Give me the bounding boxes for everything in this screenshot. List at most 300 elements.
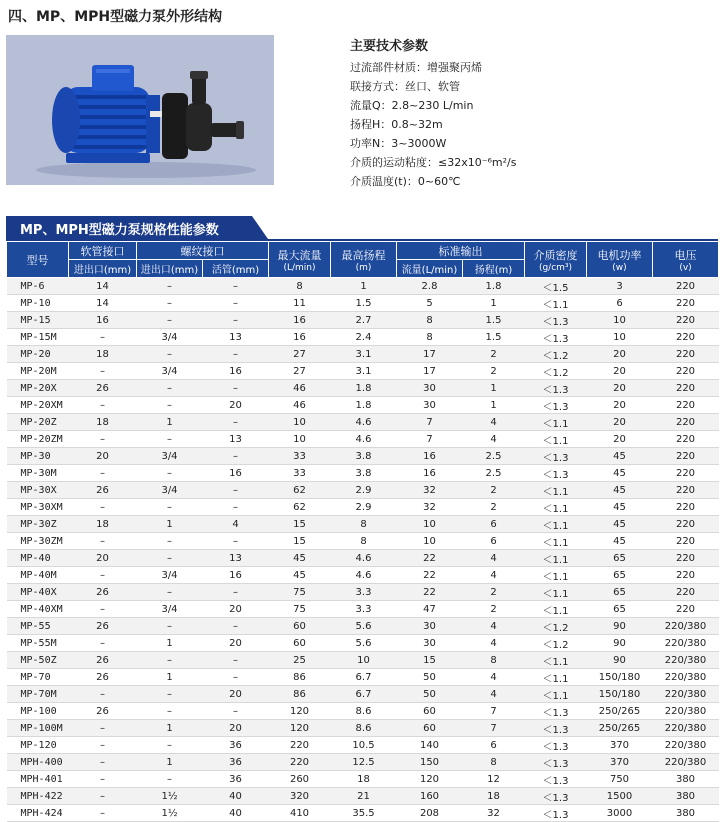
cell-std-flow: 60	[397, 703, 463, 720]
cell-power: 150/180	[587, 686, 653, 703]
cell-std-head: 2.5	[463, 448, 525, 465]
cell-hose: –	[69, 686, 137, 703]
header-voltage-label: 电压	[674, 248, 697, 262]
cell-voltage: 220	[653, 380, 719, 397]
cell-std-head: 1.5	[463, 329, 525, 346]
cell-max-flow: 45	[269, 550, 331, 567]
table-row	[7, 737, 719, 754]
cell-density: ＜1.1	[525, 482, 587, 499]
cell-voltage: 220/380	[653, 703, 719, 720]
cell-power: 65	[587, 601, 653, 618]
cell-power: 65	[587, 550, 653, 567]
cell-max-head: 2.4	[331, 329, 397, 346]
cell-max-head: 2.7	[331, 312, 397, 329]
cell-max-flow: 60	[269, 635, 331, 652]
cell-thread-live: 16	[203, 465, 269, 482]
header-hose: 软管接口	[69, 242, 137, 260]
cell-max-head: 8	[331, 516, 397, 533]
cell-model: MP-55	[7, 618, 69, 635]
header-power-label: 电机功率	[597, 248, 642, 262]
cell-voltage: 220	[653, 295, 719, 312]
cell-max-flow: 46	[269, 380, 331, 397]
cell-power: 1500	[587, 788, 653, 805]
cell-thread-live: 16	[203, 363, 269, 380]
header-head-label: 最高扬程	[341, 248, 386, 262]
cell-thread-in: –	[137, 346, 203, 363]
cell-thread-in: 3/4	[137, 601, 203, 618]
cell-thread-in: 1	[137, 720, 203, 737]
cell-model: MPH-422	[7, 788, 69, 805]
cell-std-flow: 2.8	[397, 278, 463, 295]
cell-std-flow: 17	[397, 363, 463, 380]
cell-max-flow: 46	[269, 397, 331, 414]
cell-std-flow: 120	[397, 771, 463, 788]
cell-max-head: 4.6	[331, 567, 397, 584]
cell-density: ＜1.1	[525, 550, 587, 567]
table-row	[7, 669, 719, 686]
parameter-line: 功率N：3~3000W	[350, 137, 447, 150]
cell-power: 6	[587, 295, 653, 312]
cell-std-head: 4	[463, 686, 525, 703]
cell-max-flow: 60	[269, 618, 331, 635]
table-row	[7, 295, 719, 312]
cell-density: ＜1.1	[525, 516, 587, 533]
cell-max-head: 2.9	[331, 482, 397, 499]
cell-density: ＜1.3	[525, 397, 587, 414]
cell-density: ＜1.3	[525, 312, 587, 329]
cell-thread-live: –	[203, 295, 269, 312]
cell-density: ＜1.2	[525, 618, 587, 635]
cell-thread-live: –	[203, 482, 269, 499]
cell-std-flow: 22	[397, 567, 463, 584]
cell-max-flow: 410	[269, 805, 331, 822]
cell-power: 20	[587, 380, 653, 397]
cell-thread-in: 1	[137, 516, 203, 533]
cell-hose: 18	[69, 516, 137, 533]
cell-hose: –	[69, 533, 137, 550]
cell-max-flow: 120	[269, 720, 331, 737]
cell-max-flow: 220	[269, 754, 331, 771]
table-row	[7, 346, 719, 363]
cell-thread-live: –	[203, 448, 269, 465]
cell-density: ＜1.1	[525, 533, 587, 550]
cell-thread-in: 3/4	[137, 567, 203, 584]
cell-thread-in: –	[137, 312, 203, 329]
section-banner	[6, 216, 268, 239]
cell-voltage: 220	[653, 499, 719, 516]
cell-density: ＜1.3	[525, 754, 587, 771]
table-row	[7, 329, 719, 346]
cell-power: 20	[587, 431, 653, 448]
table-row	[7, 652, 719, 669]
cell-thread-in: 3/4	[137, 482, 203, 499]
cell-model: MPH-400	[7, 754, 69, 771]
cell-density: ＜1.3	[525, 465, 587, 482]
parameter-line: 介质温度(t)：0~60℃	[350, 175, 461, 188]
table-row	[7, 703, 719, 720]
header-head	[331, 242, 397, 278]
cell-std-head: 4	[463, 669, 525, 686]
cell-std-head: 7	[463, 720, 525, 737]
cell-thread-in: –	[137, 771, 203, 788]
cell-thread-live: 20	[203, 720, 269, 737]
cell-thread-live: 13	[203, 329, 269, 346]
cell-power: 3	[587, 278, 653, 295]
cell-std-head: 7	[463, 703, 525, 720]
cell-std-head: 4	[463, 635, 525, 652]
cell-max-head: 1	[331, 278, 397, 295]
cell-hose: –	[69, 465, 137, 482]
cell-max-flow: 10	[269, 414, 331, 431]
cell-voltage: 220	[653, 414, 719, 431]
cell-max-flow: 260	[269, 771, 331, 788]
cell-thread-in: 1	[137, 635, 203, 652]
cell-model: MP-20M	[7, 363, 69, 380]
cell-model: MPH-401	[7, 771, 69, 788]
cell-thread-in: 1½	[137, 788, 203, 805]
table-row	[7, 635, 719, 652]
cell-std-head: 32	[463, 805, 525, 822]
cell-std-flow: 208	[397, 805, 463, 822]
cell-max-head: 3.8	[331, 448, 397, 465]
table-row	[7, 499, 719, 516]
header-std-head: 扬程(m)	[463, 260, 525, 278]
cell-density: ＜1.2	[525, 363, 587, 380]
cell-max-flow: 62	[269, 499, 331, 516]
cell-power: 90	[587, 618, 653, 635]
cell-hose: –	[69, 737, 137, 754]
cell-hose: –	[69, 431, 137, 448]
cell-power: 370	[587, 737, 653, 754]
cell-voltage: 220	[653, 584, 719, 601]
cell-thread-in: 1	[137, 414, 203, 431]
cell-density: ＜1.2	[525, 635, 587, 652]
parameter-line: 过流部件材质：增强聚丙烯	[350, 61, 482, 74]
cell-thread-in: 3/4	[137, 329, 203, 346]
cell-thread-in: –	[137, 737, 203, 754]
cell-voltage: 220	[653, 312, 719, 329]
cell-max-head: 35.5	[331, 805, 397, 822]
cell-max-flow: 86	[269, 686, 331, 703]
cell-thread-live: –	[203, 499, 269, 516]
header-hose-inout: 进出口(mm)	[69, 260, 137, 278]
cell-voltage: 220	[653, 397, 719, 414]
cell-power: 750	[587, 771, 653, 788]
table-row	[7, 278, 719, 295]
cell-max-flow: 120	[269, 703, 331, 720]
cell-voltage: 220	[653, 346, 719, 363]
cell-voltage: 220/380	[653, 652, 719, 669]
cell-std-head: 8	[463, 652, 525, 669]
cell-voltage: 220/380	[653, 635, 719, 652]
cell-max-head: 3.3	[331, 584, 397, 601]
cell-density: ＜1.1	[525, 499, 587, 516]
cell-voltage: 380	[653, 771, 719, 788]
cell-std-head: 4	[463, 550, 525, 567]
cell-std-head: 1	[463, 295, 525, 312]
cell-power: 65	[587, 584, 653, 601]
cell-std-head: 8	[463, 754, 525, 771]
cell-voltage: 220/380	[653, 618, 719, 635]
cell-density: ＜1.1	[525, 414, 587, 431]
cell-max-head: 8.6	[331, 720, 397, 737]
cell-std-head: 1.5	[463, 312, 525, 329]
cell-thread-live: –	[203, 703, 269, 720]
cell-thread-live: 20	[203, 686, 269, 703]
cell-density: ＜1.1	[525, 295, 587, 312]
cell-hose: 26	[69, 618, 137, 635]
cell-max-flow: 62	[269, 482, 331, 499]
cell-density: ＜1.3	[525, 329, 587, 346]
magnetic-pump-illustration	[6, 35, 274, 185]
cell-voltage: 220	[653, 465, 719, 482]
cell-std-flow: 160	[397, 788, 463, 805]
cell-voltage: 220	[653, 448, 719, 465]
cell-density: ＜1.1	[525, 686, 587, 703]
cell-hose: –	[69, 567, 137, 584]
cell-hose: 26	[69, 380, 137, 397]
cell-max-head: 3.1	[331, 346, 397, 363]
header-thread: 螺纹接口	[137, 242, 269, 260]
cell-model: MP-20ZM	[7, 431, 69, 448]
cell-std-flow: 5	[397, 295, 463, 312]
cell-thread-in: –	[137, 380, 203, 397]
cell-voltage: 220	[653, 567, 719, 584]
cell-std-flow: 30	[397, 397, 463, 414]
table-row	[7, 397, 719, 414]
cell-std-head: 6	[463, 533, 525, 550]
cell-thread-live: –	[203, 380, 269, 397]
table-row	[7, 431, 719, 448]
table-row	[7, 584, 719, 601]
header-power-unit: (w)	[612, 262, 627, 273]
cell-max-head: 5.6	[331, 635, 397, 652]
cell-density: ＜1.3	[525, 788, 587, 805]
cell-thread-live: –	[203, 533, 269, 550]
cell-thread-in: 3/4	[137, 448, 203, 465]
cell-power: 20	[587, 397, 653, 414]
cell-model: MP-70	[7, 669, 69, 686]
cell-power: 10	[587, 329, 653, 346]
cell-max-flow: 27	[269, 363, 331, 380]
table-row	[7, 482, 719, 499]
cell-hose: 26	[69, 652, 137, 669]
cell-std-head: 2	[463, 346, 525, 363]
cell-thread-in: –	[137, 431, 203, 448]
header-voltage-unit: (v)	[679, 262, 692, 273]
spec-table-body	[7, 278, 719, 822]
cell-max-head: 3.8	[331, 465, 397, 482]
cell-std-head: 2	[463, 499, 525, 516]
cell-max-flow: 75	[269, 601, 331, 618]
cell-max-flow: 45	[269, 567, 331, 584]
table-row	[7, 567, 719, 584]
header-thread-inout: 进出口(mm)	[137, 260, 203, 278]
parameter-line: 流量Q：2.8~230 L/min	[350, 99, 474, 112]
cell-std-flow: 22	[397, 584, 463, 601]
cell-std-head: 1	[463, 397, 525, 414]
cell-std-flow: 50	[397, 686, 463, 703]
cell-hose: 16	[69, 312, 137, 329]
cell-std-flow: 22	[397, 550, 463, 567]
cell-hose: 14	[69, 295, 137, 312]
cell-model: MP-20X	[7, 380, 69, 397]
header-power	[587, 242, 653, 278]
cell-model: MP-100M	[7, 720, 69, 737]
cell-power: 65	[587, 567, 653, 584]
cell-thread-in: –	[137, 584, 203, 601]
cell-model: MP-100	[7, 703, 69, 720]
cell-power: 45	[587, 533, 653, 550]
cell-model: MP-50Z	[7, 652, 69, 669]
header-model: 型号	[7, 242, 69, 278]
page-title: 四、MP、MPH型磁力泵外形结构	[8, 9, 223, 25]
cell-max-flow: 11	[269, 295, 331, 312]
cell-thread-live: –	[203, 346, 269, 363]
cell-std-head: 2.5	[463, 465, 525, 482]
cell-thread-in: 3/4	[137, 363, 203, 380]
cell-model: MP-20	[7, 346, 69, 363]
cell-voltage: 220	[653, 482, 719, 499]
cell-hose: 26	[69, 584, 137, 601]
cell-hose: 18	[69, 414, 137, 431]
cell-thread-in: 1	[137, 754, 203, 771]
cell-voltage: 220	[653, 533, 719, 550]
header-head-unit: (m)	[355, 262, 372, 273]
cell-model: MP-20XM	[7, 397, 69, 414]
header-density-label: 介质密度	[533, 248, 578, 262]
cell-hose: –	[69, 720, 137, 737]
table-row	[7, 788, 719, 805]
cell-max-head: 3.3	[331, 601, 397, 618]
table-row	[7, 771, 719, 788]
cell-max-flow: 320	[269, 788, 331, 805]
cell-max-head: 8	[331, 533, 397, 550]
cell-thread-in: –	[137, 533, 203, 550]
cell-voltage: 220	[653, 329, 719, 346]
cell-std-flow: 8	[397, 329, 463, 346]
cell-thread-live: 20	[203, 601, 269, 618]
cell-density: ＜1.3	[525, 703, 587, 720]
table-row	[7, 805, 719, 822]
cell-std-head: 1.8	[463, 278, 525, 295]
cell-thread-live: 36	[203, 754, 269, 771]
cell-thread-in: –	[137, 618, 203, 635]
cell-model: MP-30ZM	[7, 533, 69, 550]
cell-voltage: 220	[653, 363, 719, 380]
cell-density: ＜1.1	[525, 601, 587, 618]
table-row	[7, 754, 719, 771]
cell-model: MP-40XM	[7, 601, 69, 618]
cell-voltage: 380	[653, 788, 719, 805]
cell-std-flow: 7	[397, 414, 463, 431]
spec-table	[6, 241, 719, 822]
cell-power: 250/265	[587, 720, 653, 737]
cell-std-head: 1	[463, 380, 525, 397]
cell-thread-in: –	[137, 278, 203, 295]
cell-std-head: 4	[463, 567, 525, 584]
cell-model: MP-40	[7, 550, 69, 567]
cell-max-flow: 86	[269, 669, 331, 686]
cell-thread-live: 20	[203, 397, 269, 414]
cell-hose: 26	[69, 482, 137, 499]
cell-std-head: 2	[463, 363, 525, 380]
cell-voltage: 220/380	[653, 720, 719, 737]
cell-hose: –	[69, 397, 137, 414]
cell-hose: 20	[69, 448, 137, 465]
cell-std-flow: 8	[397, 312, 463, 329]
cell-std-head: 4	[463, 414, 525, 431]
cell-model: MP-30XM	[7, 499, 69, 516]
cell-model: MP-15	[7, 312, 69, 329]
cell-density: ＜1.3	[525, 720, 587, 737]
cell-thread-in: –	[137, 703, 203, 720]
cell-max-head: 1.8	[331, 397, 397, 414]
table-row	[7, 448, 719, 465]
cell-power: 45	[587, 499, 653, 516]
header-density	[525, 242, 587, 278]
cell-std-head: 2	[463, 584, 525, 601]
table-row	[7, 601, 719, 618]
cell-max-head: 4.6	[331, 431, 397, 448]
parameter-line: 联接方式：丝口、软管	[350, 80, 460, 93]
cell-power: 20	[587, 363, 653, 380]
cell-thread-live: 40	[203, 788, 269, 805]
cell-max-head: 5.6	[331, 618, 397, 635]
cell-max-head: 10	[331, 652, 397, 669]
cell-std-flow: 30	[397, 380, 463, 397]
cell-max-head: 12.5	[331, 754, 397, 771]
cell-std-flow: 47	[397, 601, 463, 618]
cell-voltage: 220/380	[653, 686, 719, 703]
cell-hose: 14	[69, 278, 137, 295]
cell-density: ＜1.3	[525, 448, 587, 465]
table-row	[7, 414, 719, 431]
cell-max-head: 2.9	[331, 499, 397, 516]
cell-hose: 26	[69, 669, 137, 686]
cell-power: 250/265	[587, 703, 653, 720]
cell-std-flow: 150	[397, 754, 463, 771]
cell-max-head: 4.6	[331, 414, 397, 431]
cell-voltage: 220/380	[653, 669, 719, 686]
header-flow-label: 最大流量	[277, 248, 322, 262]
cell-power: 150/180	[587, 669, 653, 686]
cell-max-head: 10.5	[331, 737, 397, 754]
cell-thread-in: 1	[137, 669, 203, 686]
cell-max-flow: 33	[269, 448, 331, 465]
cell-hose: –	[69, 363, 137, 380]
cell-max-head: 8.6	[331, 703, 397, 720]
cell-std-flow: 16	[397, 448, 463, 465]
cell-max-flow: 16	[269, 329, 331, 346]
table-row	[7, 686, 719, 703]
cell-voltage: 220/380	[653, 754, 719, 771]
cell-voltage: 220/380	[653, 737, 719, 754]
cell-thread-live: –	[203, 584, 269, 601]
cell-hose: 20	[69, 550, 137, 567]
cell-hose: –	[69, 771, 137, 788]
table-row	[7, 312, 719, 329]
cell-hose: 26	[69, 703, 137, 720]
cell-std-flow: 10	[397, 533, 463, 550]
cell-max-head: 4.6	[331, 550, 397, 567]
cell-model: MP-10	[7, 295, 69, 312]
cell-hose: –	[69, 601, 137, 618]
cell-hose: –	[69, 635, 137, 652]
cell-max-flow: 220	[269, 737, 331, 754]
cell-voltage: 220	[653, 550, 719, 567]
cell-density: ＜1.1	[525, 584, 587, 601]
